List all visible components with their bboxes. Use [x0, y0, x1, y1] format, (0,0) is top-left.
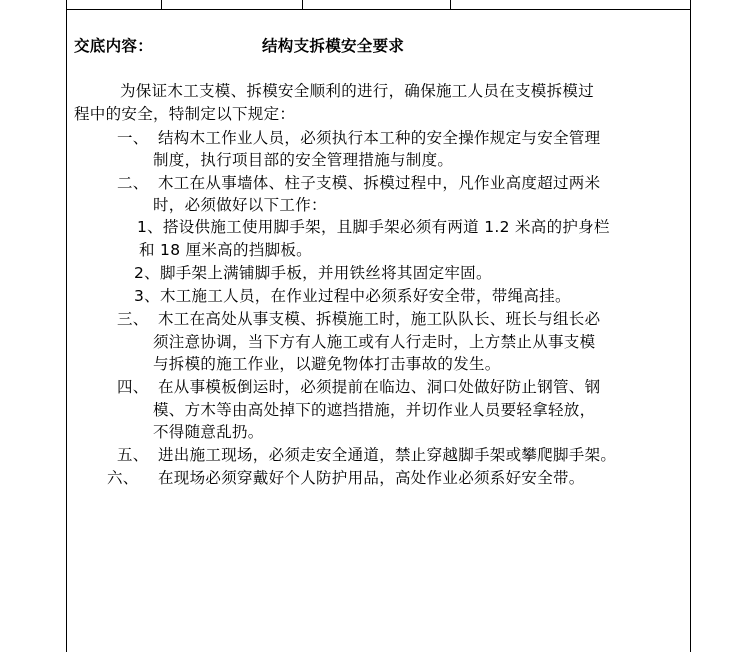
item-number: 四、	[117, 378, 149, 396]
sub-item-text: 和 18 厘米高的挡脚板。	[139, 241, 312, 259]
item-text: 模、方木等由高处掉下的遮挡措施，并切作业人员要轻拿轻放，	[153, 401, 596, 419]
document-title: 结构支拆模安全要求	[262, 37, 405, 55]
item-text: 不得随意乱扔。	[153, 423, 264, 441]
cell-divider	[161, 0, 162, 10]
item-text: 进出施工现场，必须走安全通道，禁止穿越脚手架或攀爬脚手架。	[158, 446, 617, 464]
item-text: 制度，执行项目部的安全管理措施与制度。	[153, 151, 454, 169]
intro-line: 为保证木工支模、拆模安全顺利的进行，确保施工人员在支模拆模过	[120, 82, 595, 100]
item-text: 时，必须做好以下工作：	[153, 196, 327, 214]
cell-divider	[450, 0, 451, 10]
sub-item-text: 2、脚手架上满铺脚手板，并用铁丝将其固定牢固。	[134, 264, 492, 282]
item-text: 木工在高处从事支模、拆模施工时，施工队队长、班长与组长必	[158, 310, 601, 328]
item-text: 与拆模的施工作业，以避免物体打击事故的发生。	[153, 355, 501, 373]
item-text: 在从事模板倒运时，必须提前在临边、洞口处做好防止钢管、钢	[158, 378, 601, 396]
sub-item-text: 3、木工施工人员，在作业过程中必须系好安全带，带绳高挂。	[134, 287, 571, 305]
item-number: 五、	[117, 446, 149, 464]
item-number: 六、	[107, 469, 139, 487]
item-number: 二、	[117, 174, 149, 192]
sub-item-text: 1、搭设供施工使用脚手架，且脚手架必须有两道 1.2 米高的护身栏	[137, 218, 610, 236]
table-top-row	[66, 0, 691, 10]
item-text: 结构木工作业人员，必须执行本工种的安全操作规定与安全管理	[158, 129, 601, 147]
table-border-right	[690, 0, 691, 652]
item-number: 三、	[117, 310, 149, 328]
item-text: 在现场必须穿戴好个人防护用品，高处作业必须系好安全带。	[158, 469, 585, 487]
item-number: 一、	[117, 129, 149, 147]
disclosure-label: 交底内容：	[74, 37, 154, 55]
intro-line: 程中的安全，特制定以下规定：	[74, 105, 296, 123]
table-border-left	[66, 0, 67, 652]
item-text: 木工在从事墙体、柱子支模、拆模过程中，凡作业高度超过两米	[158, 174, 601, 192]
item-text: 须注意协调，当下方有人施工或有人行走时，上方禁止从事支模	[153, 333, 596, 351]
cell-divider	[302, 0, 303, 10]
